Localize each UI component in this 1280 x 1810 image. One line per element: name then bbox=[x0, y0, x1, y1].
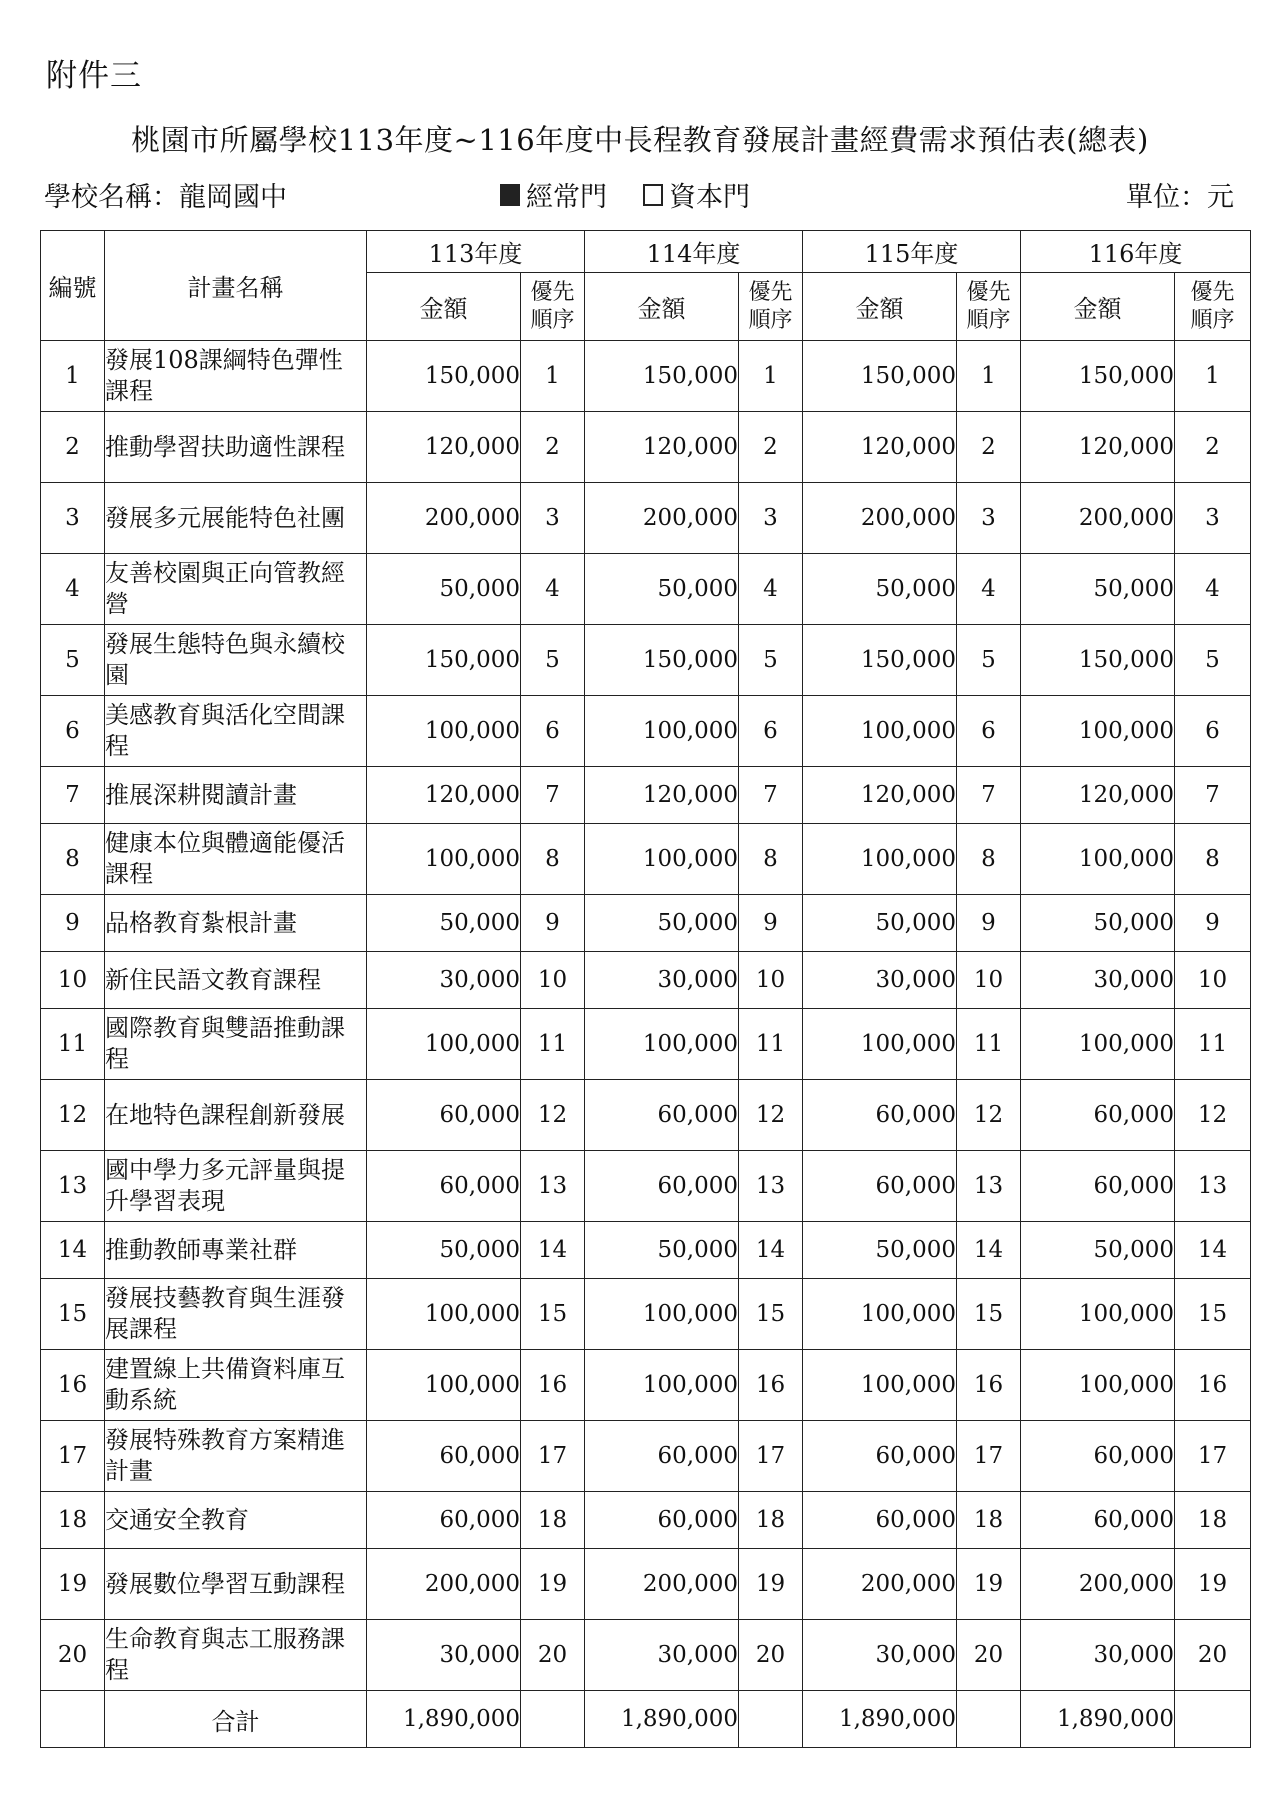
amount-cell: 150,000 bbox=[1021, 341, 1175, 412]
amount-cell: 30,000 bbox=[367, 952, 521, 1009]
total-amount-cell: 1,890,000 bbox=[367, 1691, 521, 1748]
plan-name: 品格教育紮根計畫 bbox=[105, 895, 367, 952]
amount-cell: 50,000 bbox=[803, 895, 957, 952]
priority-cell: 4 bbox=[957, 554, 1021, 625]
priority-cell: 7 bbox=[1175, 767, 1251, 824]
priority-cell: 12 bbox=[1175, 1080, 1251, 1151]
table-row bbox=[41, 824, 1251, 895]
table-row bbox=[41, 1080, 1251, 1151]
empty-cell bbox=[739, 1691, 803, 1748]
amount-cell: 30,000 bbox=[803, 952, 957, 1009]
amount-cell: 200,000 bbox=[803, 1549, 957, 1620]
amount-cell: 120,000 bbox=[585, 767, 739, 824]
category-capital-label: 資本門 bbox=[669, 182, 750, 213]
row-number: 16 bbox=[41, 1350, 105, 1421]
priority-cell: 3 bbox=[957, 483, 1021, 554]
priority-cell: 16 bbox=[1175, 1350, 1251, 1421]
priority-cell: 17 bbox=[957, 1421, 1021, 1492]
amount-cell: 50,000 bbox=[585, 895, 739, 952]
empty-cell bbox=[957, 1691, 1021, 1748]
priority-cell: 13 bbox=[957, 1151, 1021, 1222]
document-title: 桃園市所屬學校113年度~116年度中長程教育發展計畫經費需求預估表(總表) bbox=[131, 123, 1149, 157]
amount-cell: 150,000 bbox=[585, 625, 739, 696]
header-year: 113年度 bbox=[367, 231, 585, 273]
amount-cell: 150,000 bbox=[367, 341, 521, 412]
row-number: 3 bbox=[41, 483, 105, 554]
plan-name: 推展深耕閱讀計畫 bbox=[105, 767, 367, 824]
priority-cell: 16 bbox=[521, 1350, 585, 1421]
priority-cell: 5 bbox=[739, 625, 803, 696]
header-number: 編號 bbox=[41, 231, 105, 341]
table-row bbox=[41, 895, 1251, 952]
priority-cell: 11 bbox=[957, 1009, 1021, 1080]
amount-cell: 200,000 bbox=[1021, 1549, 1175, 1620]
amount-cell: 150,000 bbox=[1021, 625, 1175, 696]
priority-cell: 2 bbox=[1175, 412, 1251, 483]
header-amount: 金額 bbox=[367, 273, 521, 341]
amount-cell: 120,000 bbox=[367, 412, 521, 483]
amount-cell: 200,000 bbox=[1021, 483, 1175, 554]
amount-cell: 100,000 bbox=[585, 1279, 739, 1350]
priority-cell: 20 bbox=[521, 1620, 585, 1691]
amount-cell: 60,000 bbox=[803, 1492, 957, 1549]
plan-name: 推動教師專業社群 bbox=[105, 1222, 367, 1279]
amount-cell: 60,000 bbox=[585, 1080, 739, 1151]
row-number: 10 bbox=[41, 952, 105, 1009]
priority-cell: 10 bbox=[739, 952, 803, 1009]
plan-name: 美感教育與活化空間課程 bbox=[105, 696, 367, 767]
priority-cell: 16 bbox=[739, 1350, 803, 1421]
row-number: 12 bbox=[41, 1080, 105, 1151]
amount-cell: 120,000 bbox=[803, 412, 957, 483]
row-number: 9 bbox=[41, 895, 105, 952]
amount-cell: 30,000 bbox=[1021, 952, 1175, 1009]
priority-cell: 1 bbox=[957, 341, 1021, 412]
priority-cell: 16 bbox=[957, 1350, 1021, 1421]
amount-cell: 200,000 bbox=[585, 483, 739, 554]
priority-cell: 17 bbox=[739, 1421, 803, 1492]
priority-cell: 15 bbox=[957, 1279, 1021, 1350]
priority-cell: 8 bbox=[521, 824, 585, 895]
table-row bbox=[41, 696, 1251, 767]
priority-cell: 18 bbox=[739, 1492, 803, 1549]
amount-cell: 60,000 bbox=[803, 1151, 957, 1222]
amount-cell: 50,000 bbox=[1021, 554, 1175, 625]
priority-cell: 14 bbox=[739, 1222, 803, 1279]
row-number: 18 bbox=[41, 1492, 105, 1549]
amount-cell: 120,000 bbox=[585, 412, 739, 483]
amount-cell: 60,000 bbox=[585, 1421, 739, 1492]
row-number: 13 bbox=[41, 1151, 105, 1222]
row-number: 15 bbox=[41, 1279, 105, 1350]
priority-cell: 9 bbox=[1175, 895, 1251, 952]
amount-cell: 50,000 bbox=[367, 895, 521, 952]
priority-cell: 1 bbox=[521, 341, 585, 412]
amount-cell: 60,000 bbox=[585, 1492, 739, 1549]
priority-cell: 8 bbox=[957, 824, 1021, 895]
amount-cell: 150,000 bbox=[585, 341, 739, 412]
amount-cell: 100,000 bbox=[1021, 696, 1175, 767]
amount-cell: 100,000 bbox=[803, 696, 957, 767]
header-amount: 金額 bbox=[1021, 273, 1175, 341]
priority-cell: 9 bbox=[957, 895, 1021, 952]
priority-cell: 20 bbox=[739, 1620, 803, 1691]
priority-cell: 6 bbox=[521, 696, 585, 767]
priority-cell: 20 bbox=[1175, 1620, 1251, 1691]
amount-cell: 100,000 bbox=[367, 1279, 521, 1350]
table-row bbox=[41, 1549, 1251, 1620]
empty-cell bbox=[41, 1691, 105, 1748]
header-plan-name: 計畫名稱 bbox=[105, 231, 367, 341]
priority-cell: 15 bbox=[1175, 1279, 1251, 1350]
priority-cell: 3 bbox=[739, 483, 803, 554]
plan-name: 推動學習扶助適性課程 bbox=[105, 412, 367, 483]
amount-cell: 60,000 bbox=[1021, 1492, 1175, 1549]
priority-cell: 12 bbox=[957, 1080, 1021, 1151]
total-row bbox=[41, 1691, 1251, 1748]
priority-cell: 14 bbox=[1175, 1222, 1251, 1279]
plan-name: 國中學力多元評量與提升學習表現 bbox=[105, 1151, 367, 1222]
amount-cell: 200,000 bbox=[367, 483, 521, 554]
amount-cell: 30,000 bbox=[585, 952, 739, 1009]
priority-cell: 7 bbox=[739, 767, 803, 824]
table-row bbox=[41, 767, 1251, 824]
category-current-label: 經常門 bbox=[526, 182, 607, 213]
amount-cell: 100,000 bbox=[1021, 824, 1175, 895]
priority-cell: 11 bbox=[521, 1009, 585, 1080]
amount-cell: 60,000 bbox=[367, 1080, 521, 1151]
priority-cell: 9 bbox=[739, 895, 803, 952]
amount-cell: 100,000 bbox=[585, 1009, 739, 1080]
table-row bbox=[41, 1421, 1251, 1492]
row-number: 5 bbox=[41, 625, 105, 696]
amount-cell: 50,000 bbox=[367, 1222, 521, 1279]
amount-cell: 150,000 bbox=[803, 625, 957, 696]
priority-cell: 5 bbox=[1175, 625, 1251, 696]
header-priority: 優先 順序 bbox=[521, 273, 585, 341]
priority-cell: 7 bbox=[957, 767, 1021, 824]
amount-cell: 100,000 bbox=[367, 1350, 521, 1421]
amount-cell: 50,000 bbox=[367, 554, 521, 625]
priority-cell: 8 bbox=[1175, 824, 1251, 895]
row-number: 17 bbox=[41, 1421, 105, 1492]
amount-cell: 50,000 bbox=[585, 554, 739, 625]
amount-cell: 30,000 bbox=[585, 1620, 739, 1691]
table-row bbox=[41, 1279, 1251, 1350]
priority-cell: 1 bbox=[1175, 341, 1251, 412]
priority-cell: 10 bbox=[521, 952, 585, 1009]
amount-cell: 100,000 bbox=[585, 824, 739, 895]
amount-cell: 120,000 bbox=[803, 767, 957, 824]
header-priority: 優先 順序 bbox=[957, 273, 1021, 341]
priority-cell: 12 bbox=[521, 1080, 585, 1151]
table-row bbox=[41, 952, 1251, 1009]
priority-cell: 5 bbox=[957, 625, 1021, 696]
row-number: 8 bbox=[41, 824, 105, 895]
table-row bbox=[41, 1009, 1251, 1080]
priority-cell: 1 bbox=[739, 341, 803, 412]
priority-cell: 18 bbox=[1175, 1492, 1251, 1549]
priority-cell: 6 bbox=[957, 696, 1021, 767]
amount-cell: 60,000 bbox=[367, 1492, 521, 1549]
row-number: 1 bbox=[41, 341, 105, 412]
priority-cell: 11 bbox=[739, 1009, 803, 1080]
row-number: 19 bbox=[41, 1549, 105, 1620]
priority-cell: 17 bbox=[1175, 1421, 1251, 1492]
plan-name: 發展數位學習互動課程 bbox=[105, 1549, 367, 1620]
amount-cell: 50,000 bbox=[1021, 895, 1175, 952]
row-number: 11 bbox=[41, 1009, 105, 1080]
table-row bbox=[41, 1151, 1251, 1222]
amount-cell: 60,000 bbox=[367, 1151, 521, 1222]
table-row bbox=[41, 625, 1251, 696]
priority-cell: 19 bbox=[521, 1549, 585, 1620]
priority-cell: 19 bbox=[1175, 1549, 1251, 1620]
amount-cell: 100,000 bbox=[367, 696, 521, 767]
header-amount: 金額 bbox=[585, 273, 739, 341]
table-row bbox=[41, 1222, 1251, 1279]
plan-name: 發展技藝教育與生涯發展課程 bbox=[105, 1279, 367, 1350]
priority-cell: 15 bbox=[739, 1279, 803, 1350]
amount-cell: 50,000 bbox=[803, 554, 957, 625]
amount-cell: 30,000 bbox=[1021, 1620, 1175, 1691]
header-year: 116年度 bbox=[1021, 231, 1251, 273]
table-row bbox=[41, 1492, 1251, 1549]
total-amount-cell: 1,890,000 bbox=[585, 1691, 739, 1748]
priority-cell: 3 bbox=[1175, 483, 1251, 554]
priority-cell: 2 bbox=[739, 412, 803, 483]
plan-name: 健康本位與體適能優活課程 bbox=[105, 824, 367, 895]
header-year: 114年度 bbox=[585, 231, 803, 273]
priority-cell: 15 bbox=[521, 1279, 585, 1350]
priority-cell: 5 bbox=[521, 625, 585, 696]
amount-cell: 100,000 bbox=[1021, 1279, 1175, 1350]
total-amount-cell: 1,890,000 bbox=[1021, 1691, 1175, 1748]
priority-cell: 2 bbox=[521, 412, 585, 483]
unchecked-checkbox-icon bbox=[643, 184, 663, 206]
amount-cell: 100,000 bbox=[1021, 1350, 1175, 1421]
amount-cell: 100,000 bbox=[367, 1009, 521, 1080]
plan-name: 交通安全教育 bbox=[105, 1492, 367, 1549]
priority-cell: 14 bbox=[957, 1222, 1021, 1279]
amount-cell: 50,000 bbox=[1021, 1222, 1175, 1279]
header-amount: 金額 bbox=[803, 273, 957, 341]
expense-category bbox=[500, 175, 750, 214]
amount-cell: 100,000 bbox=[803, 1350, 957, 1421]
plan-name: 發展108課綱特色彈性課程 bbox=[105, 341, 367, 412]
priority-cell: 9 bbox=[521, 895, 585, 952]
table-header bbox=[41, 231, 1251, 341]
plan-name: 發展生態特色與永續校園 bbox=[105, 625, 367, 696]
amount-cell: 200,000 bbox=[585, 1549, 739, 1620]
table-row bbox=[41, 554, 1251, 625]
plan-name: 在地特色課程創新發展 bbox=[105, 1080, 367, 1151]
header-priority: 優先 順序 bbox=[1175, 273, 1251, 341]
priority-cell: 8 bbox=[739, 824, 803, 895]
plan-name: 新住民語文教育課程 bbox=[105, 952, 367, 1009]
priority-cell: 4 bbox=[739, 554, 803, 625]
priority-cell: 10 bbox=[1175, 952, 1251, 1009]
amount-cell: 100,000 bbox=[367, 824, 521, 895]
amount-cell: 100,000 bbox=[803, 824, 957, 895]
amount-cell: 120,000 bbox=[367, 767, 521, 824]
table-row bbox=[41, 412, 1251, 483]
unit-label: 單位：元 bbox=[1126, 182, 1234, 213]
amount-cell: 120,000 bbox=[1021, 412, 1175, 483]
row-number: 6 bbox=[41, 696, 105, 767]
amount-cell: 60,000 bbox=[367, 1421, 521, 1492]
amount-cell: 60,000 bbox=[1021, 1080, 1175, 1151]
amount-cell: 50,000 bbox=[803, 1222, 957, 1279]
amount-cell: 60,000 bbox=[1021, 1421, 1175, 1492]
priority-cell: 17 bbox=[521, 1421, 585, 1492]
priority-cell: 6 bbox=[739, 696, 803, 767]
priority-cell: 6 bbox=[1175, 696, 1251, 767]
amount-cell: 60,000 bbox=[803, 1080, 957, 1151]
priority-cell: 13 bbox=[1175, 1151, 1251, 1222]
row-number: 2 bbox=[41, 412, 105, 483]
table-row bbox=[41, 1620, 1251, 1691]
amount-cell: 100,000 bbox=[1021, 1009, 1175, 1080]
budget-table bbox=[40, 230, 1251, 1748]
plan-name: 國際教育與雙語推動課程 bbox=[105, 1009, 367, 1080]
table-body bbox=[41, 341, 1251, 1748]
row-number: 4 bbox=[41, 554, 105, 625]
priority-cell: 4 bbox=[1175, 554, 1251, 625]
priority-cell: 4 bbox=[521, 554, 585, 625]
header-priority: 優先 順序 bbox=[739, 273, 803, 341]
header-year: 115年度 bbox=[803, 231, 1021, 273]
plan-name: 建置線上共備資料庫互動系統 bbox=[105, 1350, 367, 1421]
plan-name: 發展多元展能特色社團 bbox=[105, 483, 367, 554]
table-row bbox=[41, 483, 1251, 554]
amount-cell: 30,000 bbox=[367, 1620, 521, 1691]
amount-cell: 100,000 bbox=[585, 1350, 739, 1421]
priority-cell: 18 bbox=[521, 1492, 585, 1549]
amount-cell: 50,000 bbox=[585, 1222, 739, 1279]
priority-cell: 3 bbox=[521, 483, 585, 554]
priority-cell: 18 bbox=[957, 1492, 1021, 1549]
amount-cell: 150,000 bbox=[367, 625, 521, 696]
amount-cell: 150,000 bbox=[803, 341, 957, 412]
priority-cell: 7 bbox=[521, 767, 585, 824]
priority-cell: 19 bbox=[957, 1549, 1021, 1620]
amount-cell: 60,000 bbox=[1021, 1151, 1175, 1222]
plan-name: 生命教育與志工服務課程 bbox=[105, 1620, 367, 1691]
row-number: 20 bbox=[41, 1620, 105, 1691]
amount-cell: 100,000 bbox=[803, 1009, 957, 1080]
amount-cell: 200,000 bbox=[803, 483, 957, 554]
attachment-label: 附件三 bbox=[46, 58, 142, 94]
priority-cell: 14 bbox=[521, 1222, 585, 1279]
empty-cell bbox=[1175, 1691, 1251, 1748]
priority-cell: 19 bbox=[739, 1549, 803, 1620]
priority-cell: 2 bbox=[957, 412, 1021, 483]
amount-cell: 120,000 bbox=[1021, 767, 1175, 824]
amount-cell: 60,000 bbox=[803, 1421, 957, 1492]
empty-cell bbox=[521, 1691, 585, 1748]
plan-name: 發展特殊教育方案精進計畫 bbox=[105, 1421, 367, 1492]
school-name: 學校名稱：龍岡國中 bbox=[44, 182, 287, 213]
priority-cell: 20 bbox=[957, 1620, 1021, 1691]
priority-cell: 10 bbox=[957, 952, 1021, 1009]
checked-checkbox-icon bbox=[500, 184, 520, 206]
row-number: 14 bbox=[41, 1222, 105, 1279]
total-label: 合計 bbox=[105, 1691, 367, 1748]
row-number: 7 bbox=[41, 767, 105, 824]
table-row bbox=[41, 1350, 1251, 1421]
priority-cell: 13 bbox=[521, 1151, 585, 1222]
priority-cell: 13 bbox=[739, 1151, 803, 1222]
amount-cell: 60,000 bbox=[585, 1151, 739, 1222]
amount-cell: 200,000 bbox=[367, 1549, 521, 1620]
amount-cell: 100,000 bbox=[585, 696, 739, 767]
priority-cell: 11 bbox=[1175, 1009, 1251, 1080]
table-row bbox=[41, 341, 1251, 412]
amount-cell: 100,000 bbox=[803, 1279, 957, 1350]
plan-name: 友善校園與正向管教經營 bbox=[105, 554, 367, 625]
priority-cell: 12 bbox=[739, 1080, 803, 1151]
amount-cell: 30,000 bbox=[803, 1620, 957, 1691]
total-amount-cell: 1,890,000 bbox=[803, 1691, 957, 1748]
